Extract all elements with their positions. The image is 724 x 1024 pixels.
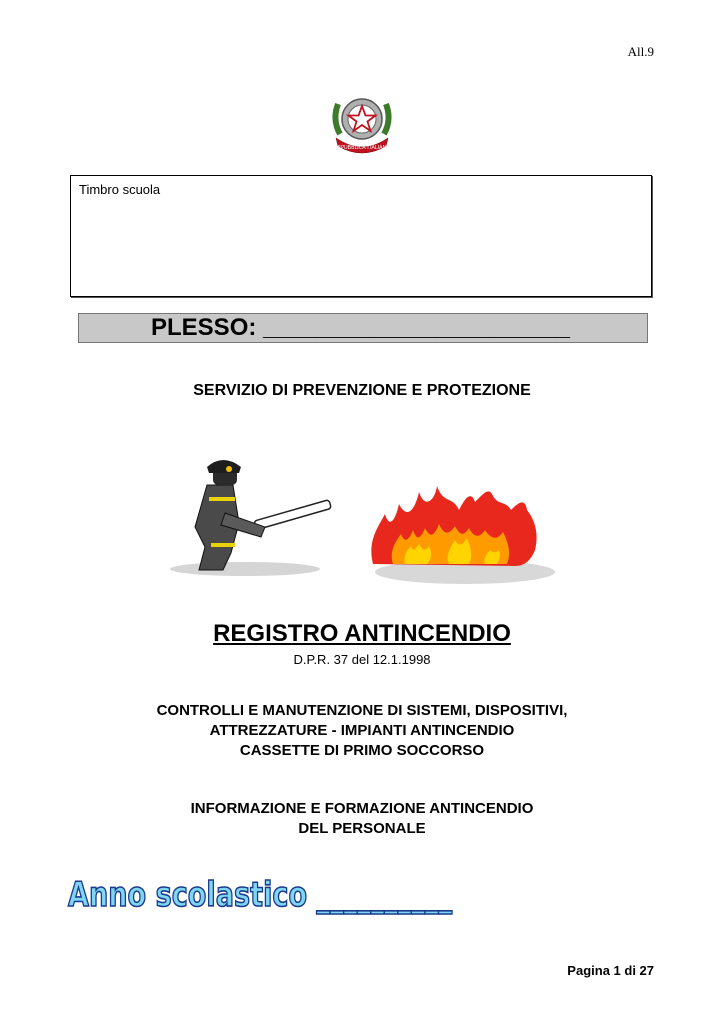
- registro-title: REGISTRO ANTINCENDIO: [213, 620, 511, 647]
- informazione-block: [0, 799, 724, 839]
- fire-flames-icon: [365, 480, 555, 585]
- informazione-line-2: DEL PERSONALE: [298, 820, 426, 837]
- plesso-label: PLESSO: _______________________: [151, 314, 571, 341]
- controlli-line-2: ATTREZZATURE - IMPIANTI ANTINCENDIO: [209, 722, 515, 739]
- emblem-ribbon-text: REPUBBLICA ITALIANA: [334, 145, 390, 151]
- italian-republic-emblem-icon: [326, 86, 398, 158]
- anno-scolastico-wordart: [66, 868, 456, 918]
- allegato-label: All.9: [627, 44, 654, 59]
- firefighter-icon: [165, 455, 345, 580]
- page-number: Pagina 1 di 27: [567, 963, 654, 978]
- school-stamp-box: [70, 175, 652, 297]
- controlli-block: [0, 701, 724, 761]
- plesso-banner: [78, 313, 648, 343]
- stamp-label: Timbro scuola: [79, 182, 161, 197]
- registro-subtitle: D.P.R. 37 del 12.1.1998: [293, 652, 431, 667]
- controlli-line-3: CASSETTE DI PRIMO SOCCORSO: [239, 742, 485, 759]
- informazione-line-1: INFORMAZIONE E FORMAZIONE ANTINCENDIO: [190, 800, 534, 817]
- servizio-heading: SERVIZIO DI PREVENZIONE E PROTEZIONE: [193, 382, 531, 399]
- controlli-line-1: CONTROLLI E MANUTENZIONE DI SISTEMI, DISPOSITIVI,: [156, 702, 568, 719]
- anno-scolastico-text: Anno scolastico __________: [68, 875, 452, 915]
